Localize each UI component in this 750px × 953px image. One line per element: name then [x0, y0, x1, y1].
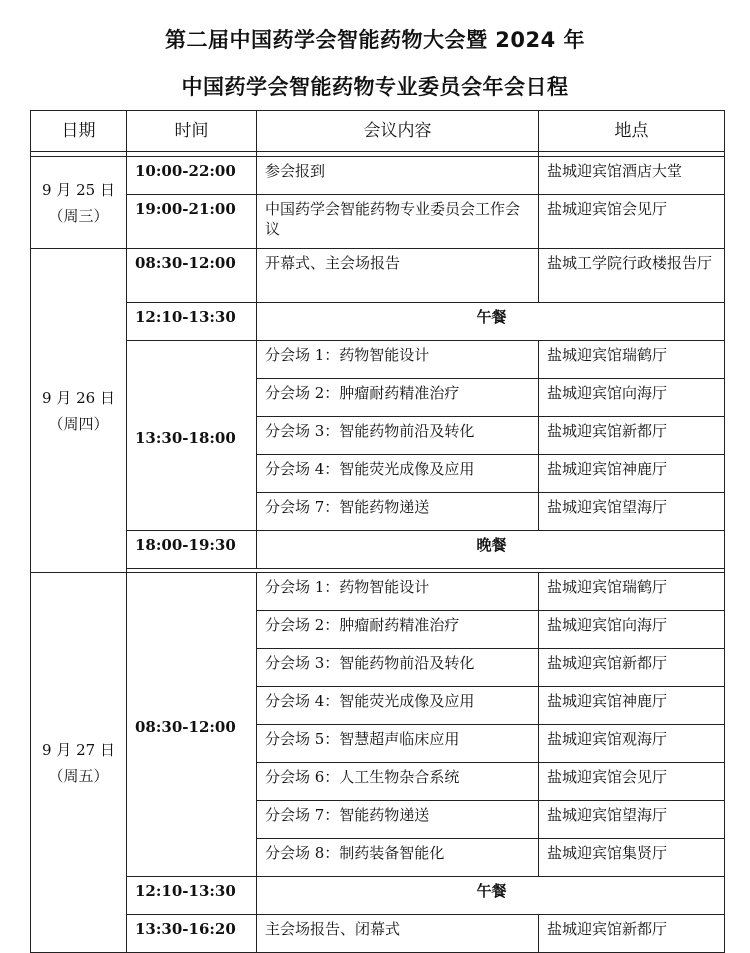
content-cell: 分会场 8：制药装备智能化 [257, 839, 539, 877]
weekday-day3: （周五） [48, 766, 109, 785]
content-cell: 分会场 7：智能药物递送 [257, 493, 539, 531]
content-cell: 分会场 4：智能荧光成像及应用 [257, 687, 539, 725]
location-cell: 盐城迎宾馆新都厅 [539, 649, 725, 687]
location-cell: 盐城工学院行政楼报告厅 [539, 249, 725, 303]
time-cell: 12:10-13:30 [127, 303, 257, 341]
weekday-day2: （周四） [48, 414, 109, 433]
date-cell-day1 [31, 157, 127, 249]
content-cell: 分会场 3：智能药物前沿及转化 [257, 649, 539, 687]
content-cell: 参会报到 [257, 157, 539, 195]
table-row [31, 915, 725, 953]
table-row [31, 157, 725, 195]
session-time-cell-day3: 08:30-12:00 [127, 573, 257, 877]
location-cell: 盐城迎宾馆会见厅 [539, 763, 725, 801]
time-cell: 08:30-12:00 [127, 249, 257, 303]
date-day3: 9 月 27 日 [42, 740, 115, 759]
header-location: 地点 [539, 111, 725, 152]
content-cell: 中国药学会智能药物专业委员会工作会议 [257, 195, 539, 249]
meal-cell: 晚餐 [257, 531, 725, 569]
location-cell: 盐城迎宾馆向海厅 [539, 611, 725, 649]
table-row [31, 195, 725, 249]
date-day2: 9 月 26 日 [42, 388, 115, 407]
location-cell: 盐城迎宾馆望海厅 [539, 801, 725, 839]
location-cell: 盐城迎宾馆望海厅 [539, 493, 725, 531]
content-cell: 分会场 6：人工生物杂合系统 [257, 763, 539, 801]
content-cell: 开幕式、主会场报告 [257, 249, 539, 303]
location-cell: 盐城迎宾馆观海厅 [539, 725, 725, 763]
document-title-line2: 中国药学会智能药物专业委员会年会日程 [181, 75, 569, 99]
location-cell: 盐城迎宾馆神鹿厅 [539, 687, 725, 725]
time-cell: 18:00-19:30 [127, 531, 257, 569]
time-cell: 12:10-13:30 [127, 877, 257, 915]
time-cell: 10:00-22:00 [127, 157, 257, 195]
table-row [31, 573, 725, 611]
location-cell: 盐城迎宾馆新都厅 [539, 915, 725, 953]
location-cell: 盐城迎宾馆会见厅 [539, 195, 725, 249]
content-cell: 分会场 3：智能药物前沿及转化 [257, 417, 539, 455]
table-header-row [31, 111, 725, 152]
meal-cell: 午餐 [257, 303, 725, 341]
location-cell: 盐城迎宾馆瑞鹤厅 [539, 573, 725, 611]
content-cell: 分会场 7：智能药物递送 [257, 801, 539, 839]
location-cell: 盐城迎宾馆向海厅 [539, 379, 725, 417]
table-row [31, 249, 725, 303]
content-cell: 分会场 4：智能荧光成像及应用 [257, 455, 539, 493]
content-cell: 分会场 1：药物智能设计 [257, 341, 539, 379]
date-day1: 9 月 25 日 [42, 180, 115, 199]
header-content: 会议内容 [257, 111, 539, 152]
content-cell: 主会场报告、闭幕式 [257, 915, 539, 953]
location-cell: 盐城迎宾馆新都厅 [539, 417, 725, 455]
weekday-day1: （周三） [48, 206, 109, 225]
content-cell: 分会场 5：智慧超声临床应用 [257, 725, 539, 763]
table-row-lunch [31, 877, 725, 915]
header-date: 日期 [31, 111, 127, 152]
time-cell: 13:30-16:20 [127, 915, 257, 953]
table-row-lunch [31, 303, 725, 341]
time-cell: 19:00-21:00 [127, 195, 257, 249]
location-cell: 盐城迎宾馆神鹿厅 [539, 455, 725, 493]
header-time: 时间 [127, 111, 257, 152]
location-cell: 盐城迎宾馆集贤厅 [539, 839, 725, 877]
content-cell: 分会场 1：药物智能设计 [257, 573, 539, 611]
schedule-table [30, 110, 725, 953]
document-title-line1: 第二届中国药学会智能药物大会暨 2024 年 [164, 28, 586, 52]
table-row-dinner [31, 531, 725, 569]
meal-cell: 午餐 [257, 877, 725, 915]
session-time-cell-day2: 13:30-18:00 [127, 341, 257, 531]
date-cell-day2 [31, 249, 127, 573]
location-cell: 盐城迎宾馆酒店大堂 [539, 157, 725, 195]
table-row [31, 341, 725, 379]
content-cell: 分会场 2：肿瘤耐药精准治疗 [257, 379, 539, 417]
date-cell-day3 [31, 573, 127, 953]
content-cell: 分会场 2：肿瘤耐药精准治疗 [257, 611, 539, 649]
location-cell: 盐城迎宾馆瑞鹤厅 [539, 341, 725, 379]
